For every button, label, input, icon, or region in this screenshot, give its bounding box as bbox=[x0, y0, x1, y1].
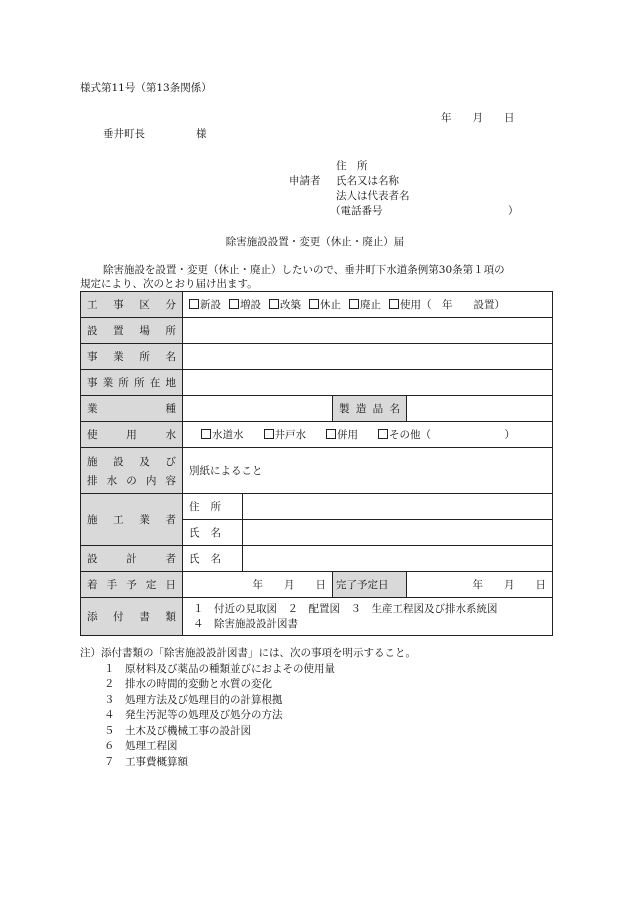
label-gyoshu bbox=[81, 396, 183, 422]
label-kanryo: 完了予定日 bbox=[333, 572, 407, 598]
applicant-phone-close: ） bbox=[508, 205, 519, 217]
row-chakushu bbox=[81, 572, 553, 598]
checkbox-kyushi[interactable]: 休止 bbox=[309, 297, 341, 312]
applicant-address-label: 住 所 bbox=[336, 160, 368, 172]
label-char: 計 bbox=[126, 553, 137, 565]
checkbox-sonota[interactable]: その他（ ） bbox=[378, 427, 515, 442]
label-char: 名 bbox=[210, 527, 221, 539]
input-jigyosho-shozaichi[interactable] bbox=[183, 370, 553, 396]
recipient-honorific: 様 bbox=[196, 128, 207, 140]
note-item: １ 原材料及び薬品の種類並びにおよその使用量 bbox=[104, 662, 335, 675]
checkbox-zosetsu[interactable]: 増設 bbox=[229, 297, 261, 312]
label-setchi-basho bbox=[81, 318, 183, 344]
label-char: 施 bbox=[87, 455, 98, 468]
note-item: ２ 排水の時間的変動と水質の変化 bbox=[104, 678, 272, 690]
note-item: ４ 発生汚泥等の処理及び処分の方法 bbox=[104, 709, 283, 721]
notes-heading: 注）添付書類の「除害施設設計図書」には、次の事項を明示すること。 bbox=[80, 647, 416, 659]
label-char: 工 bbox=[87, 299, 98, 311]
label-char: 書 bbox=[139, 611, 150, 623]
label-char: 品 bbox=[372, 403, 384, 415]
row-seko-address bbox=[81, 494, 553, 520]
row-tenpu bbox=[81, 598, 553, 636]
intro-line-2: 規定により、次のとおり届け出ます。 bbox=[80, 278, 258, 290]
label-char: 設 bbox=[87, 553, 98, 565]
checkbox-heiyo[interactable]: 併用 bbox=[326, 427, 358, 442]
input-gyoshu[interactable] bbox=[183, 396, 333, 422]
label-char: 定 bbox=[145, 579, 157, 591]
label-char: 氏 bbox=[189, 553, 200, 565]
note-item: ７ 工事費概算額 bbox=[104, 755, 188, 768]
label-char: 場 bbox=[139, 325, 150, 337]
label-char: 在 bbox=[149, 377, 161, 389]
label-sekkei-name bbox=[183, 546, 243, 572]
label-char: 用 bbox=[126, 429, 137, 441]
label-char: 名 bbox=[165, 351, 176, 363]
row-gyoshu bbox=[81, 396, 553, 422]
label-char: 区 bbox=[139, 299, 150, 311]
applicant-phone-label: （電話番号 bbox=[330, 205, 383, 217]
label-char: 置 bbox=[113, 325, 124, 337]
shiyo-sui-options bbox=[183, 422, 553, 448]
label-char: 業 bbox=[102, 377, 114, 389]
kanryo-date[interactable]: 年 月 日 bbox=[407, 572, 553, 598]
label-seizo-hinmei bbox=[333, 396, 407, 422]
label-char: 付 bbox=[113, 611, 124, 623]
row-shiyo-sui bbox=[81, 422, 553, 448]
input-setchi-basho[interactable] bbox=[183, 318, 553, 344]
label-seko-name bbox=[183, 520, 243, 546]
label-char: 住 bbox=[189, 501, 200, 513]
input-jigyosho-mei[interactable] bbox=[183, 344, 553, 370]
label-char: 所 bbox=[165, 325, 176, 337]
checkbox-shiyo[interactable]: 使用（ 年 設置） bbox=[389, 297, 505, 312]
row-sekkei bbox=[81, 546, 553, 572]
label-char: 所 bbox=[134, 377, 145, 389]
label-seko bbox=[81, 494, 183, 546]
label-char: 内 bbox=[145, 474, 157, 487]
notes bbox=[80, 645, 416, 769]
label-tenpu bbox=[81, 598, 183, 636]
label-char: 業 bbox=[139, 514, 150, 526]
label-char: 設 bbox=[87, 325, 98, 337]
row-jigyosho-shozaichi bbox=[81, 370, 553, 396]
label-char: 種 bbox=[165, 403, 176, 415]
date-line: 年 月 日 bbox=[441, 112, 515, 124]
row-jigyosho-mei bbox=[81, 344, 553, 370]
applicant-rep-label: 法人は代表者名 bbox=[336, 190, 410, 202]
label-char: 造 bbox=[355, 403, 367, 415]
label-char: 着 bbox=[87, 579, 98, 591]
label-jigyosho-mei bbox=[81, 344, 183, 370]
input-sekkei-name[interactable] bbox=[243, 546, 553, 572]
label-koji-kubun bbox=[81, 292, 183, 318]
label-char: び bbox=[165, 455, 176, 468]
checkbox-shinsetsu[interactable]: 新設 bbox=[189, 297, 221, 312]
applicant-name-label: 氏名又は名称 bbox=[336, 175, 399, 187]
label-char: 事 bbox=[87, 351, 98, 363]
label-char: 所 bbox=[139, 351, 150, 363]
label-char: 業 bbox=[113, 351, 124, 363]
koji-kubun-options bbox=[183, 292, 553, 318]
label-seko-address bbox=[183, 494, 243, 520]
label-char: 水 bbox=[106, 474, 118, 487]
label-char: 予 bbox=[126, 579, 137, 591]
label-char: 業 bbox=[87, 403, 98, 415]
label-char: 容 bbox=[165, 474, 176, 487]
label-char: 使 bbox=[87, 429, 98, 441]
tenpu-list bbox=[183, 598, 553, 636]
label-char: 水 bbox=[165, 429, 176, 441]
label-char: 者 bbox=[165, 514, 176, 526]
intro-line-1: 除害施設を設置・変更（休止・廃止）したいので、垂井町下水道条例第30条第１項の bbox=[103, 264, 505, 276]
note-item: ５ 土木及び機械工事の設計図 bbox=[104, 724, 251, 737]
label-chakushu bbox=[81, 572, 183, 598]
label-char: 手 bbox=[106, 579, 118, 591]
input-seko-address[interactable] bbox=[243, 494, 553, 520]
label-char: 類 bbox=[165, 611, 176, 623]
applicant-role: 申請者 bbox=[289, 175, 321, 187]
application-table bbox=[80, 291, 553, 636]
label-char: 工 bbox=[113, 514, 124, 526]
input-seizo-hinmei[interactable] bbox=[407, 396, 553, 422]
label-char: 地 bbox=[165, 377, 176, 389]
label-char: 名 bbox=[210, 553, 221, 565]
label-char: 分 bbox=[165, 299, 176, 311]
checkbox-idosui[interactable]: 井戸水 bbox=[264, 427, 307, 442]
label-char: 添 bbox=[87, 611, 98, 623]
label-char: 者 bbox=[165, 553, 176, 565]
label-char: 及 bbox=[139, 455, 150, 468]
checkbox-haishi[interactable]: 廃止 bbox=[349, 297, 381, 312]
label-jigyosho-shozaichi bbox=[81, 370, 183, 396]
tenpu-line-1: １ 付近の見取図 ２ 配置図 ３ 生産工程図及び排水系統図 bbox=[193, 602, 498, 615]
label-char: 設 bbox=[113, 455, 124, 468]
label-char: 所 bbox=[118, 377, 129, 389]
form-number: 様式第11号（第13条関係） bbox=[80, 82, 212, 94]
label-sekkei bbox=[81, 546, 183, 572]
label-char: 名 bbox=[389, 403, 400, 415]
input-seko-name[interactable] bbox=[243, 520, 553, 546]
recipient: 垂井町長 bbox=[103, 128, 145, 140]
label-char: 所 bbox=[210, 501, 221, 513]
note-item: ３ 処理方法及び処理目的の計算根拠 bbox=[104, 693, 283, 706]
label-char: 施 bbox=[87, 514, 98, 526]
label-char: 排 bbox=[87, 474, 98, 487]
label-char: 製 bbox=[339, 403, 350, 415]
row-koji-kubun bbox=[81, 292, 553, 318]
checkbox-suidosui[interactable]: 水道水 bbox=[201, 427, 244, 442]
label-shisetsu bbox=[81, 448, 183, 494]
label-char: 日 bbox=[165, 579, 176, 591]
label-shiyo-sui bbox=[81, 422, 183, 448]
shisetsu-value[interactable]: 別紙によること bbox=[183, 448, 553, 494]
label-char: 事 bbox=[87, 377, 98, 389]
label-char: 氏 bbox=[189, 527, 200, 539]
label-char: 事 bbox=[113, 299, 124, 311]
label-char: の bbox=[126, 474, 137, 487]
note-item: ６ 処理工程図 bbox=[104, 740, 178, 752]
row-shisetsu bbox=[81, 448, 553, 494]
tenpu-line-2: ４ 除害施設設計図書 bbox=[193, 617, 298, 630]
document-title: 除害施設設置・変更（休止・廃止）届 bbox=[225, 236, 405, 248]
row-setchi-basho bbox=[81, 318, 553, 344]
checkbox-kaichiku[interactable]: 改築 bbox=[269, 297, 301, 312]
chakushu-date[interactable]: 年 月 日 bbox=[183, 572, 333, 598]
